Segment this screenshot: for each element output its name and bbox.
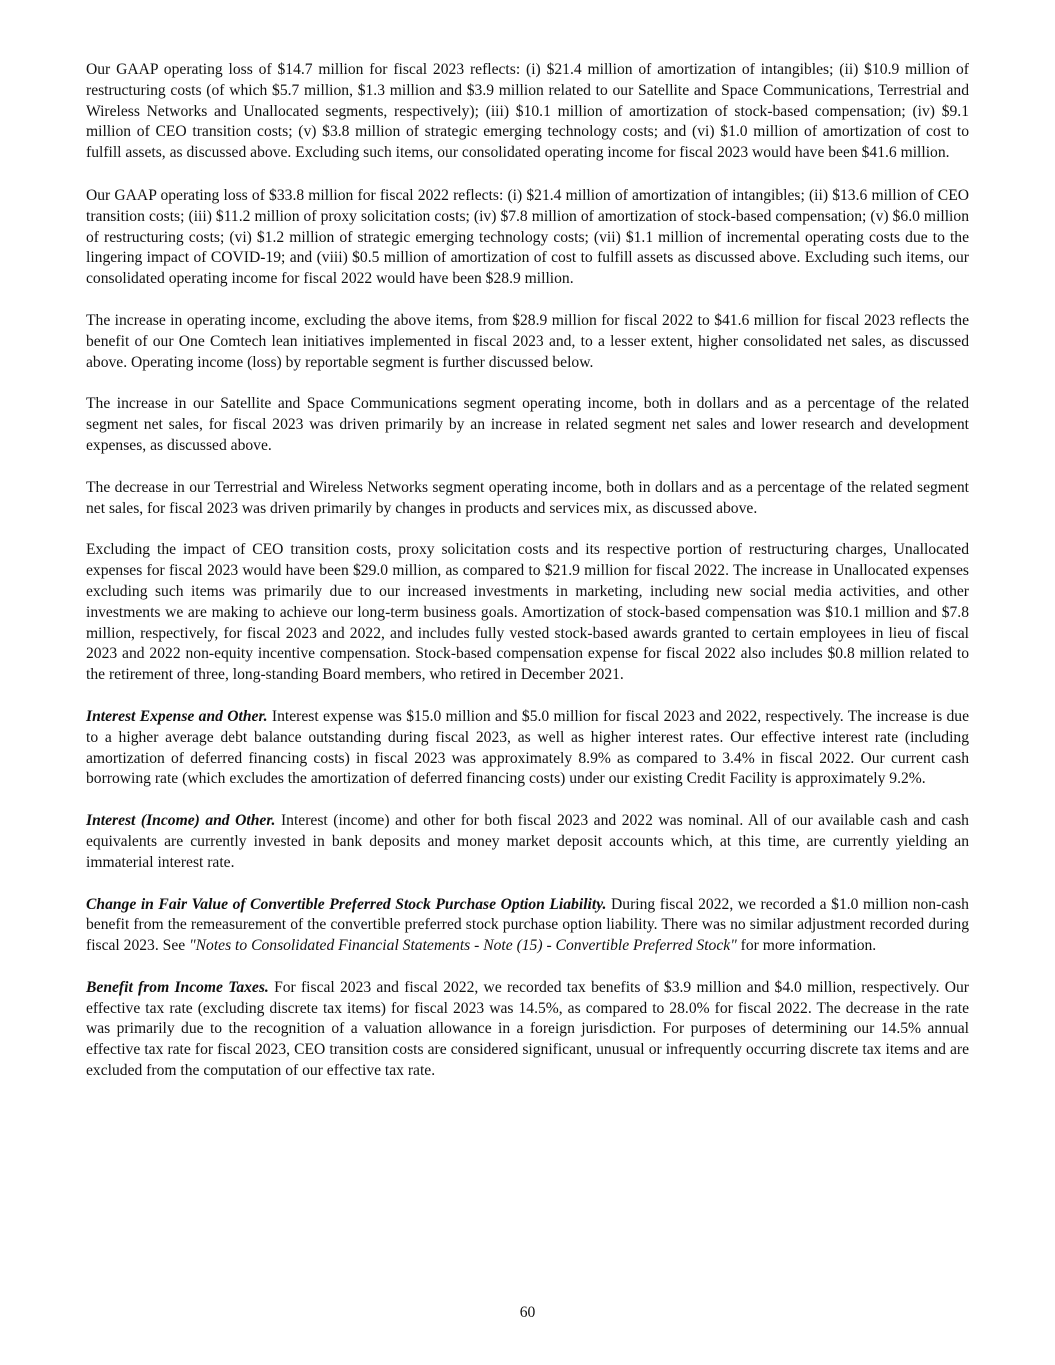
paragraph-fiscal-2022-operating-loss: Our GAAP operating loss of $33.8 million for fiscal 2022 reflects: (i) $21.4 million of amortization of intangibles; (ii) $13.6 million of CEO transition costs; (iii) $11.2 million of proxy solicitation costs; (iv) $7.8 million of amortization of stock-based compensation; (v) $6.0 million of restructuring costs; (vi) $1.2 million of strategic emerging technology costs; (vii) $1.1 million of incremental operating costs due to the lingering impact of COVID-19; and (viii) $0.5 million of amortization of cost to fulfill assets as discussed above. Excluding such items, our consolidated operating income for fiscal 2022 would have been $28.9 million.: [86, 186, 969, 288]
income-taxes-text: For fiscal 2023 and fiscal 2022, we recorded tax benefits of $3.9 million and $4.0 million, respectively. Our effective tax rate (excluding discrete tax items) for fiscal 2023 was 14.5%, as compared to 28.0% for fiscal 2022. The decrease in the rate was primarily due to the recognition of a valuation allowance in a foreign jurisdiction. For purposes of determining our 14.5% annual effective tax rate for fiscal 2023, CEO transition costs are considered significant, unusual or infrequently occurring discrete tax items and are excluded from the computation of our effective tax rate.: [86, 978, 970, 1080]
paragraph-fair-value-change: [86, 895, 969, 957]
paragraph-interest-expense: [86, 707, 969, 790]
paragraph-satellite-segment: The increase in our Satellite and Space Communications segment operating income, both in dollars and as a percentage of the related segment net sales, for fiscal 2023 was driven primarily by an increase in related segment net sales and lower research and development expenses, as discussed above.: [86, 395, 969, 454]
note-reference: "Notes to Consolidated Financial Statements - Note (15) - Convertible Preferred Stock": [189, 937, 737, 955]
interest-income-text: Interest (income) and other for both fiscal 2023 and 2022 was nominal. All of our available cash and cash equivalents are currently invested in bank deposits and money market deposit accounts which, at this time, are currently yielding an immaterial interest rate.: [86, 812, 969, 871]
paragraph-interest-income: [86, 811, 969, 873]
fair-value-change-text: During fiscal 2022, we recorded a $1.0 million non-cash benefit from the remeasurement of the convertible preferred stock purchase option liability. There was no similar adjustment recorded during fiscal 2023. See: [86, 895, 969, 955]
paragraph-fiscal-2023-operating-loss: Our GAAP operating loss of $14.7 million for fiscal 2023 reflects: (i) $21.4 million of amortization of intangibles; (ii) $10.9 million of restructuring costs (of which $5.7 million, $1.3 million and $3.9 million related to our Satellite and Space Communications, Terrestrial and Wireless Networks and Unallocated segments, respectively); (iii) $10.1 million of amortization of stock-based compensation; (iv) $9.1 million of CEO transition costs; (v) $3.8 million of strategic emerging technology costs; and (vi) $1.0 million of amortization of cost to fulfill assets, as discussed above. Excluding such items, our consolidated operating income for fiscal 2023 would have been $41.6 million.: [86, 61, 969, 162]
paragraph-income-taxes: [86, 978, 969, 1082]
page-number: 60: [519, 1304, 536, 1321]
interest-expense-text: Interest expense was $15.0 million and $5.0 million for fiscal 2023 and 2022, respectively. The increase is due to a higher average debt balance outstanding during fiscal 2023, as well as higher interest rates. Our effective interest rate (including amortization of deferred financing costs) in fiscal 2023 was approximately 8.9% as compared to 3.4% in fiscal 2022. Our current cash borrowing rate (which excludes the amortization of deferred financing costs) under our existing Credit Facility is approximately 9.2%.: [86, 707, 970, 788]
heading-interest-income: Interest (Income) and Other.: [86, 812, 276, 830]
paragraph-unallocated-expenses: Excluding the impact of CEO transition costs, proxy solicitation costs and its respective portion of restructuring charges, Unallocated expenses for fiscal 2023 would have been $29.0 million, as compared to $21.9 million for fiscal 2022. The increase in Unallocated expenses excluding such items was primarily due to our increased investments in marketing, including new social media activities, and other investments we are making to achieve our long-term business goals. Amortization of stock-based compensation was $10.1 million and $7.8 million, respectively, for fiscal 2023 and 2022, and includes fully vested stock-based awards granted to certain employees in lieu of fiscal 2023 and 2022 non-equity incentive compensation. Stock-based compensation expense for fiscal 2022 also includes $0.8 million related to the retirement of three, long-standing Board members, who retired in December 2021.: [86, 541, 969, 684]
paragraph-operating-income-increase: The increase in operating income, excluding the above items, from $28.9 million for fiscal 2022 to $41.6 million for fiscal 2023 reflects the benefit of our One Comtech lean initiatives implemented in fiscal 2023 and, to a lesser extent, higher consolidated net sales, as discussed above. Operating income (loss) by reportable segment is further discussed below.: [86, 311, 969, 371]
document-page: [86, 60, 969, 1082]
heading-interest-expense: Interest Expense and Other.: [86, 707, 268, 725]
heading-income-taxes: Benefit from Income Taxes.: [86, 978, 269, 996]
paragraph-terrestrial-segment: The decrease in our Terrestrial and Wireless Networks segment operating income, both in dollars and as a percentage of the related segment net sales, for fiscal 2023 was driven primarily by changes in products and services mix, as discussed above.: [86, 478, 969, 517]
fair-value-change-tail: for more information.: [736, 937, 877, 955]
heading-fair-value-change: Change in Fair Value of Convertible Preferred Stock Purchase Option Liability.: [86, 895, 607, 913]
